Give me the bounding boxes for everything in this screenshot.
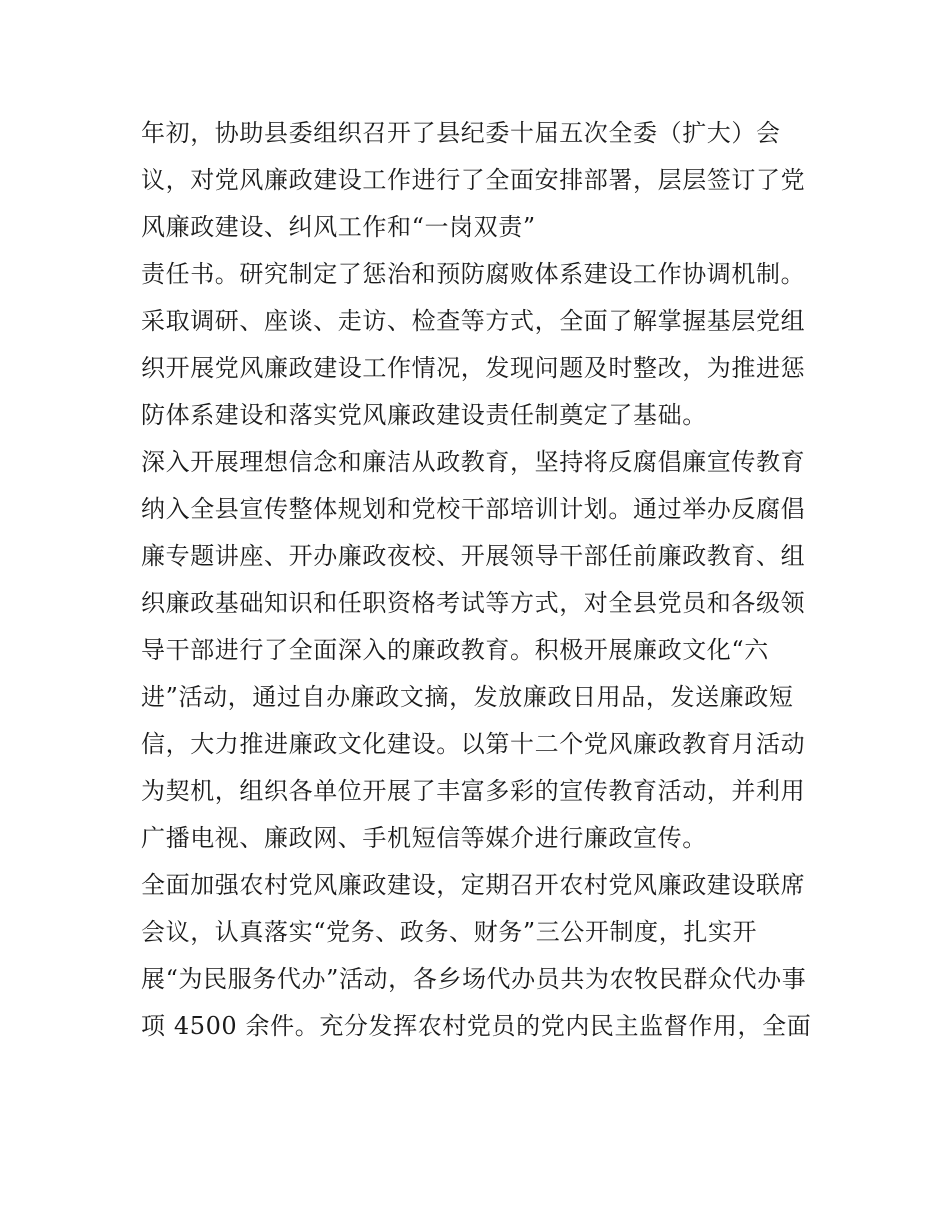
text-line: 责任书。研究制定了惩治和预防腐败体系建设工作协调机制。 [141,260,806,288]
text-line: 广播电视、廉政网、手机短信等媒介进行廉政宣传。 [141,824,707,852]
text-line: 防体系建设和落实党风廉政建设责任制奠定了基础。 [141,401,707,429]
text-line: 信，大力推进廉政文化建设。以第十二个党风廉政教育月活动 [141,730,806,758]
text-line: 织开展党风廉政建设工作情况，发现问题及时整改，为推进惩 [141,354,806,382]
text-line: 年初，协助县委组织召开了县纪委十届五次全委（扩大）会 [141,119,781,147]
text-line: 廉专题讲座、开办廉政夜校、开展领导干部任前廉政教育、组 [141,542,806,570]
text-line: 全面加强农村党风廉政建设，定期召开农村党风廉政建设联席 [141,871,806,899]
text-line: 进”活动，通过自办廉政文摘，发放廉政日用品，发送廉政短 [141,683,794,711]
text-line: 会议，认真落实“党务、政务、财务”三公开制度，扎实开 [141,918,758,946]
text-line: 织廉政基础知识和任职资格考试等方式，对全县党员和各级领 [141,589,806,617]
text-line: 采取调研、座谈、走访、检查等方式，全面了解掌握基层党组 [141,307,806,335]
text-line: 项 4500 余件。充分发挥农村党员的党内民主监督作用，全面 [141,1012,812,1040]
text-line: 导干部进行了全面深入的廉政教育。积极开展廉政文化“六 [141,636,769,664]
text-line: 纳入全县宣传整体规划和党校干部培训计划。通过举办反腐倡 [141,495,806,523]
text-line: 为契机，组织各单位开展了丰富多彩的宣传教育活动，并利用 [141,777,806,805]
text-line: 展“为民服务代办”活动，各乡场代办员共为农牧民群众代办事 [141,965,807,993]
text-line: 风廉政建设、纠风工作和“一岗双责” [141,213,536,241]
text-line: 深入开展理想信念和廉洁从政教育，坚持将反腐倡廉宣传教育 [141,448,806,476]
document-body [141,110,821,1050]
text-line: 议，对党风廉政建设工作进行了全面安排部署，层层签订了党 [141,166,806,194]
